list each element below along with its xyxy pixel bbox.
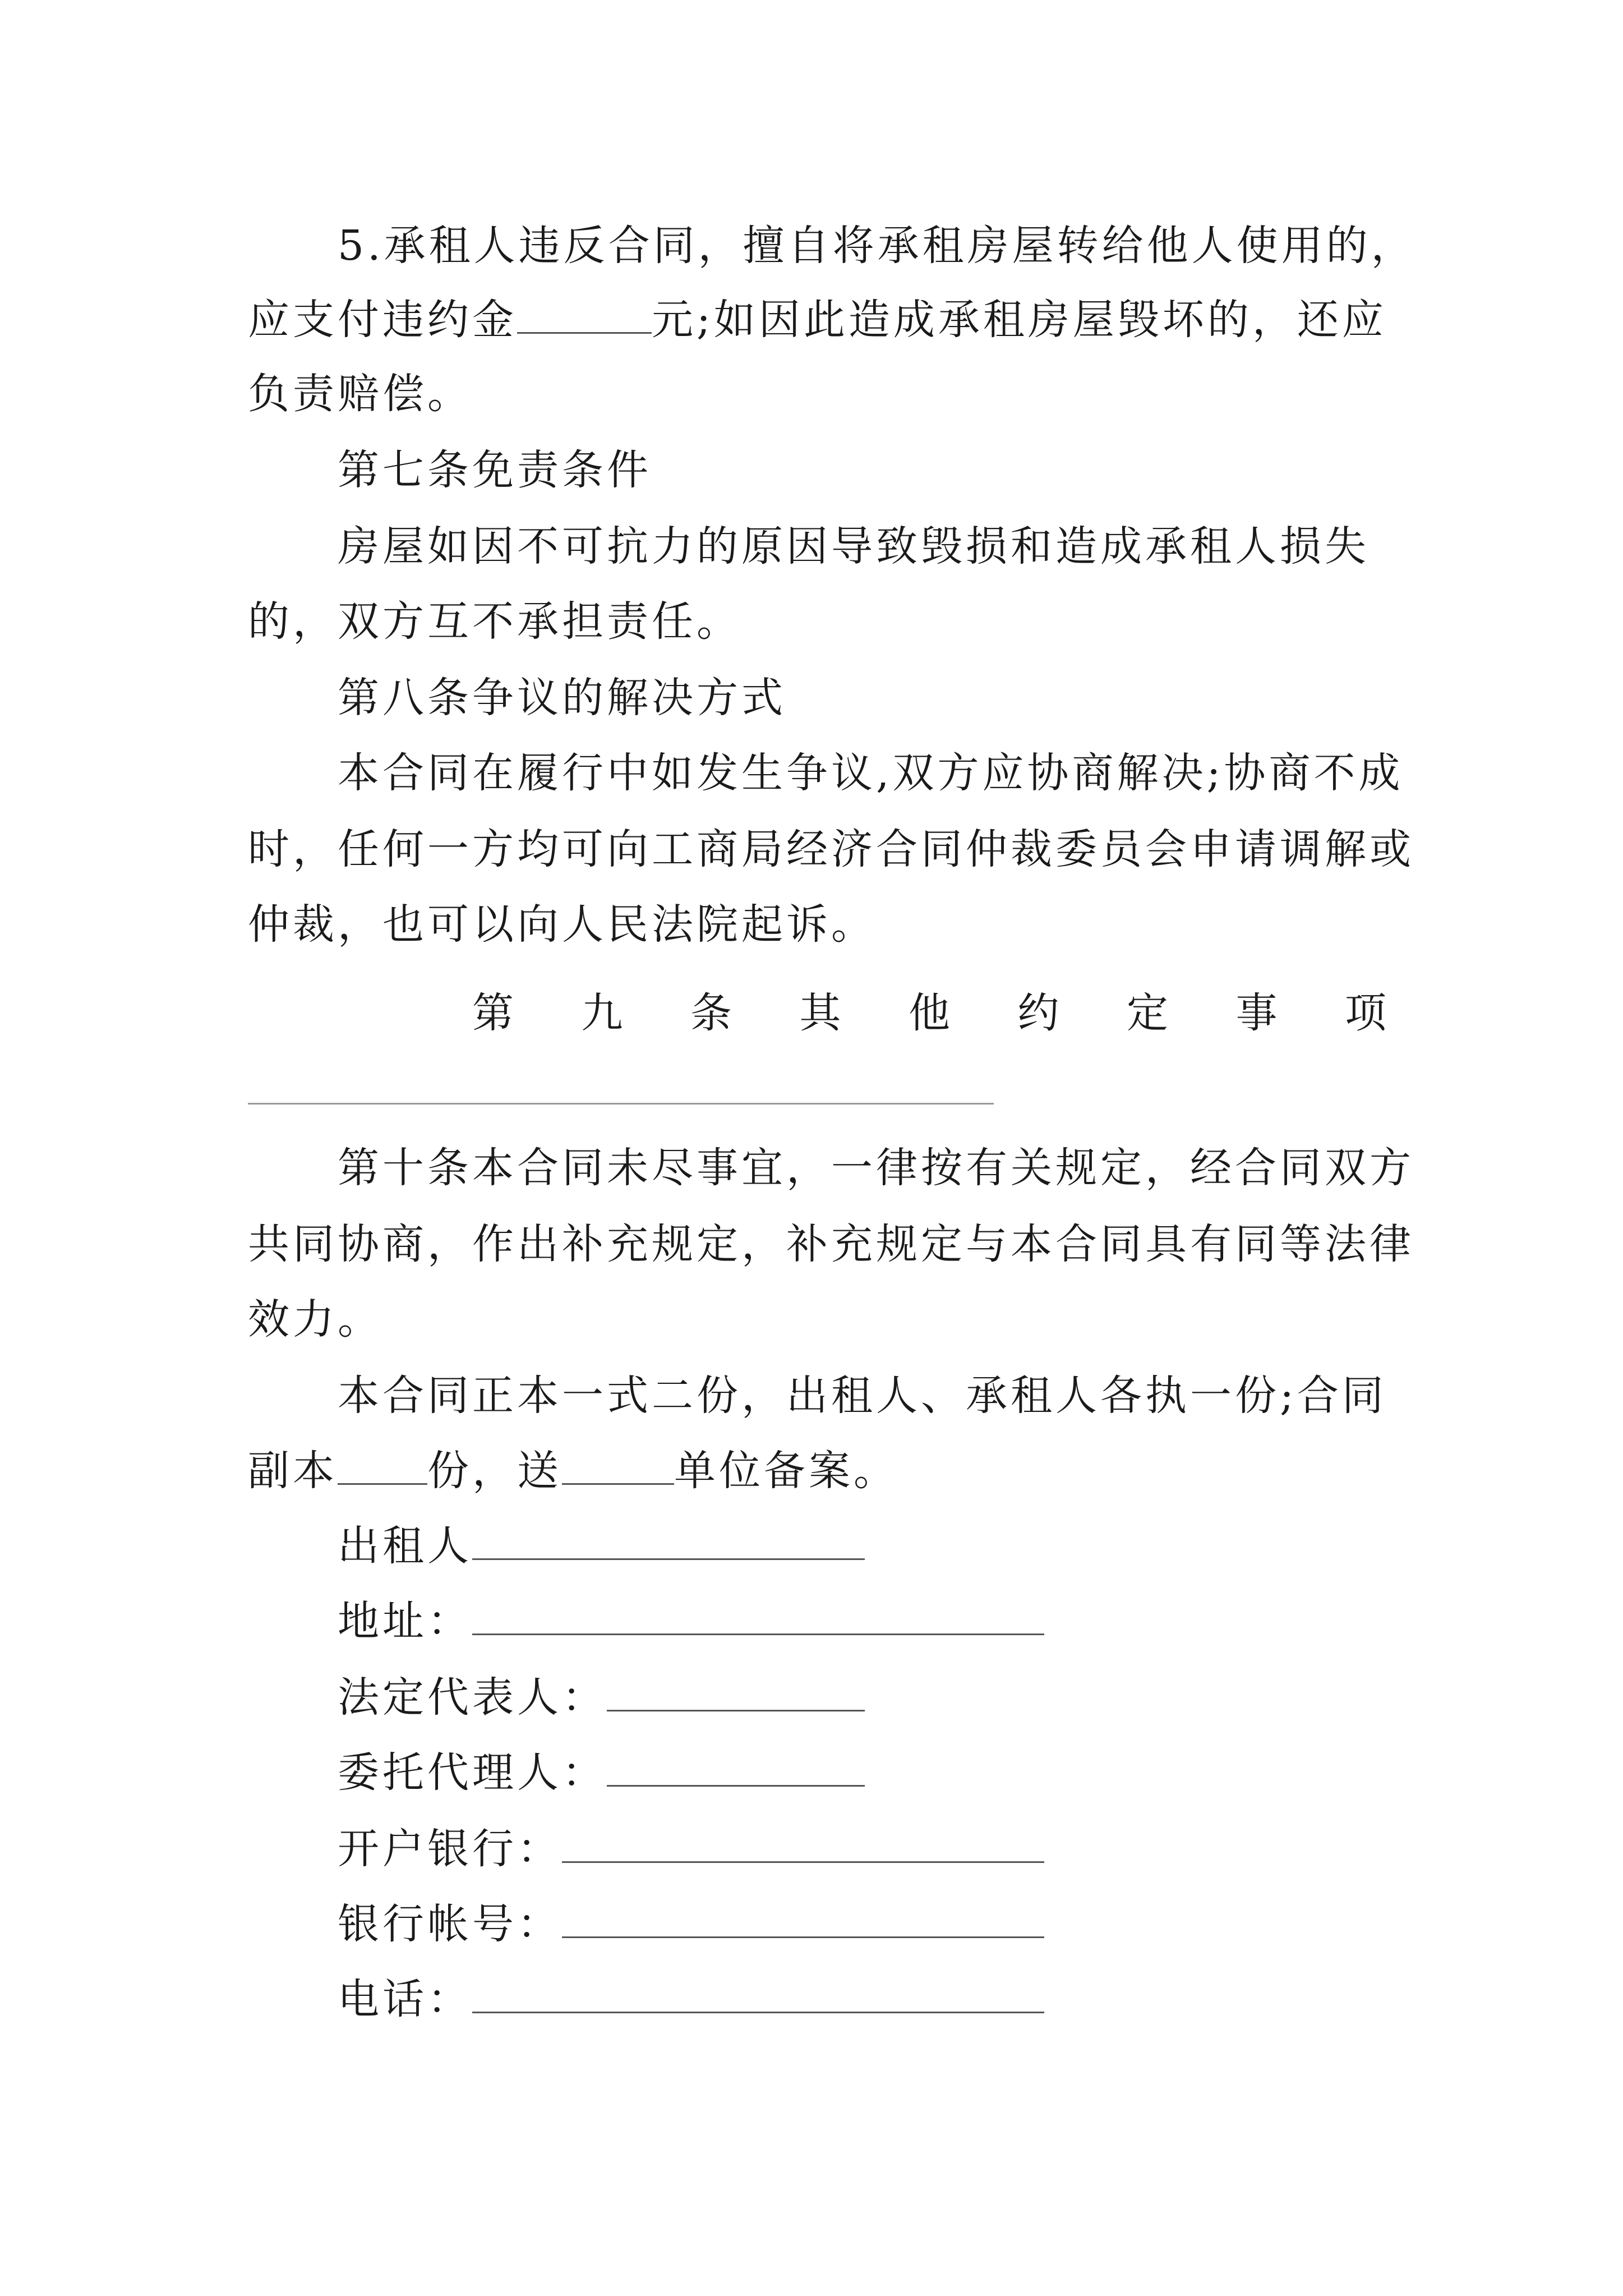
clause-7-line-2: 的，双方互不承担责任。 <box>248 597 741 646</box>
legal-rep-blank <box>607 1675 865 1711</box>
agent-field <box>338 1739 865 1806</box>
legal-rep-label: 法定代表人： <box>338 1673 607 1722</box>
clause-10-line-2: 共同协商，作出补充规定，补充规定与本合同具有同等法律 <box>248 1220 1414 1268</box>
bank-blank <box>562 1826 1044 1863</box>
lessor-blank <box>472 1524 865 1560</box>
clause-9-char: 他 <box>909 989 950 1037</box>
copies-line-1: 本合同正本一式二份，出租人、承租人各执一份;合同 <box>338 1372 1387 1420</box>
bank-label: 开户银行： <box>338 1825 562 1873</box>
bank-field <box>338 1815 1044 1883</box>
copies-line-2 <box>248 1437 898 1504</box>
clause-10-line-1: 第十条本合同未尽事宜，一律按有关规定，经合同双方 <box>338 1144 1414 1192</box>
account-label: 银行帐号： <box>338 1900 562 1948</box>
clause-9-char: 九 <box>581 989 623 1037</box>
clause-9-heading <box>472 979 1386 1047</box>
clause-9-char: 其 <box>799 989 841 1037</box>
clause-9-blank-line <box>248 1103 994 1105</box>
filing-unit-blank <box>562 1448 674 1485</box>
lessor-label: 出租人 <box>338 1522 472 1570</box>
clause-6-item-5-line-1: 5.承租人违反合同，擅自将承租房屋转给他人使用的， <box>338 222 1416 270</box>
account-field <box>338 1890 1044 1958</box>
lessor-field <box>338 1512 865 1580</box>
copies-count-blank <box>338 1448 427 1485</box>
address-label: 地址： <box>338 1597 472 1645</box>
clause-7-line-1: 房屋如因不可抗力的原因导致毁损和造成承租人损失 <box>338 522 1370 570</box>
phone-label: 电话： <box>338 1975 472 2023</box>
clause-8-heading: 第八条争议的解决方式 <box>338 674 786 722</box>
address-field <box>338 1588 1044 1655</box>
legal-rep-field <box>338 1664 865 1731</box>
clause-8-line-1: 本合同在履行中如发生争议,双方应协商解决;协商不成 <box>338 749 1404 797</box>
clause-10-line-3: 效力。 <box>248 1295 382 1343</box>
phone-blank <box>472 1977 1044 2013</box>
clause-8-line-3: 仲裁，也可以向人民法院起诉。 <box>248 900 876 949</box>
clause-7-heading: 第七条免责条件 <box>338 446 652 494</box>
agent-label: 委托代理人： <box>338 1749 607 1797</box>
copies-text: 副本 <box>248 1447 338 1495</box>
clause-9-char: 约 <box>1017 989 1059 1037</box>
agent-blank <box>607 1750 865 1787</box>
address-blank <box>472 1599 1044 1635</box>
penalty-text: 应支付违约金 <box>248 296 517 344</box>
clause-6-item-5-line-2 <box>248 286 1387 353</box>
clause-9-char: 第 <box>472 989 514 1037</box>
penalty-text-cont: 元;如因此造成承租房屋毁坏的，还应 <box>652 296 1387 344</box>
clause-6-item-5-line-3: 负责赔偿。 <box>248 370 472 418</box>
phone-field <box>338 1966 1044 2033</box>
copies-text-end: 单位备案。 <box>674 1447 898 1495</box>
clause-9-char: 事 <box>1235 989 1278 1037</box>
copies-text-cont: 份，送 <box>427 1447 562 1495</box>
clause-9-char: 项 <box>1345 989 1386 1037</box>
clause-8-line-2: 时，任何一方均可向工商局经济合同仲裁委员会申请调解或 <box>248 825 1414 873</box>
clause-9-char: 定 <box>1127 989 1168 1037</box>
account-blank <box>562 1902 1044 1938</box>
penalty-amount-blank <box>517 297 652 334</box>
clause-9-char: 条 <box>690 989 732 1037</box>
